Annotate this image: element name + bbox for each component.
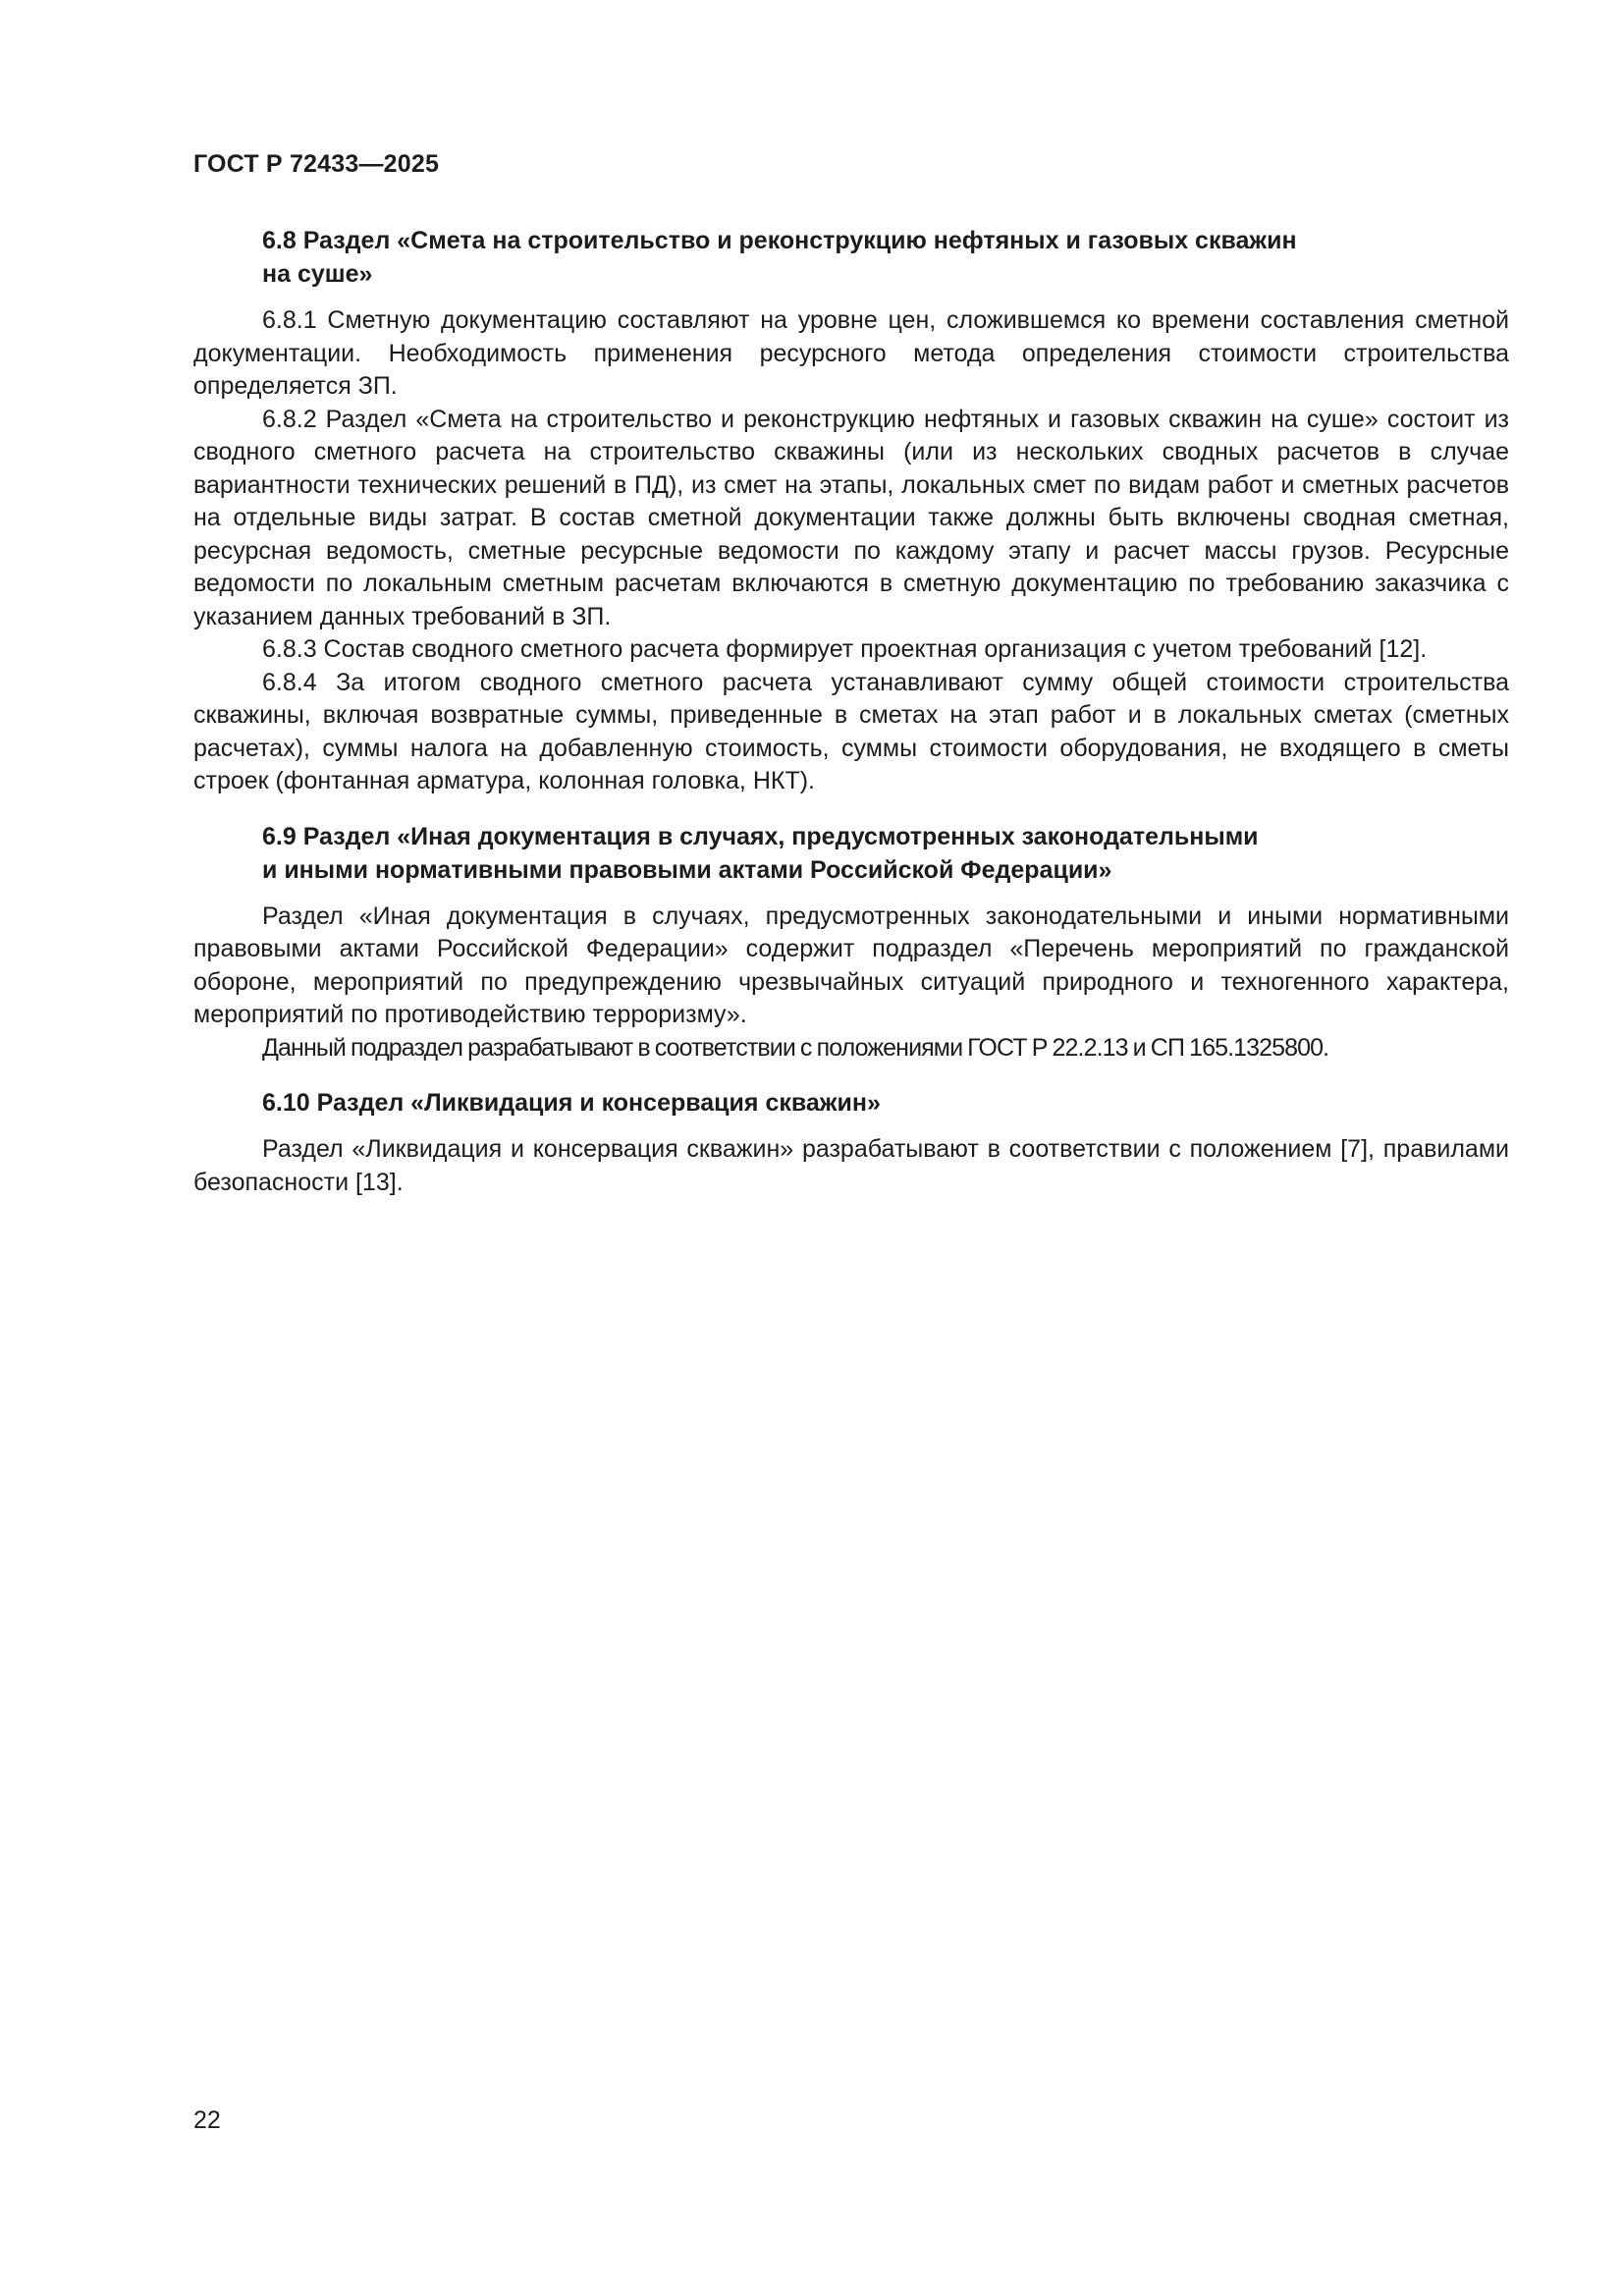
section-heading: [193, 1086, 1509, 1120]
section-heading-line: 6.10 Раздел «Ликвидация и консервация скважин»: [262, 1089, 881, 1117]
paragraph-6-9-1: Раздел «Иная документация в случаях, предусмотренных законодательными и иными нормативными правовыми актами Российской Федерации» содержит подраздел «Перечень мероприятий по гражданской обороне, мероприятий по предупреждению чрезвычайных ситуаций природного и техногенного характера, мероприятий по противодействию терроризму».: [193, 902, 1509, 1028]
paragraph-6-8-3: 6.8.3 Состав сводного сметного расчета формирует проектная организация с учетом требований [12].: [262, 635, 1428, 663]
paragraph-6-10-1: Раздел «Ликвидация и консервация скважин» разрабатывают в соответствии с положением [7], правилами безопасности [13].: [193, 1135, 1509, 1196]
paragraph-6-8-4: 6.8.4 За итогом сводного сметного расчета устанавливают сумму общей стоимости строительства скважины, включая возвратные суммы, приведенные в сметах на этап работ и в локальных сметах (сметных расчетах), суммы налога на добавленную стоимость, суммы стоимости оборудования, не входящего в сметы строек (фонтанная арматура, колонная головка, НКТ).: [193, 668, 1509, 794]
section-heading-line: 6.9 Раздел «Иная документация в случаях, предусмотренных законодательными: [262, 822, 1259, 850]
page-number: 22: [193, 2106, 221, 2134]
section-heading: [193, 224, 1509, 291]
document-number: ГОСТ Р 72433—2025: [193, 150, 440, 178]
paragraph-6-8-1: 6.8.1 Сметную документацию составляют на уровне цен, сложившемся ко времени составления сметной документации. Необходимость применения ресурсного метода определения стоимости строительства определяется ЗП.: [193, 306, 1509, 400]
section-6-8: [193, 224, 1509, 798]
section-6-9: [193, 820, 1509, 1066]
section-6-10: [193, 1086, 1509, 1199]
paragraph-6-8-2: 6.8.2 Раздел «Смета на строительство и реконструкцию нефтяных и газовых скважин на суше» состоит из сводного сметного расчета на строительство скважины (или из нескольких сводных расчетов в случае вариантности технических решений в ПД), из смет на этапы, локальных смет по видам работ и сметных расчетов на отдельные виды затрат. В состав сметной документации также должны быть включены сводная сметная, ресурсная ведомость, сметные ресурсные ведомости по каждому этапу и расчет массы грузов. Ресурсные ведомости по локальным сметным расчетам включаются в сметную документацию по требованию заказчика с указанием данных требований в ЗП.: [193, 405, 1509, 630]
page-content: [193, 224, 1509, 1199]
section-heading: [193, 820, 1509, 887]
section-heading-line: на суше»: [262, 260, 373, 288]
section-heading-line: 6.8 Раздел «Смета на строительство и реконструкцию нефтяных и газовых скважин: [262, 227, 1297, 254]
paragraph-6-9-2: Данный подраздел разрабатывают в соответствии с положениями ГОСТ Р 22.2.13 и СП 165.1325800.: [262, 1033, 1329, 1062]
section-heading-line: и иными нормативными правовыми актами Российской Федерации»: [262, 855, 1112, 884]
